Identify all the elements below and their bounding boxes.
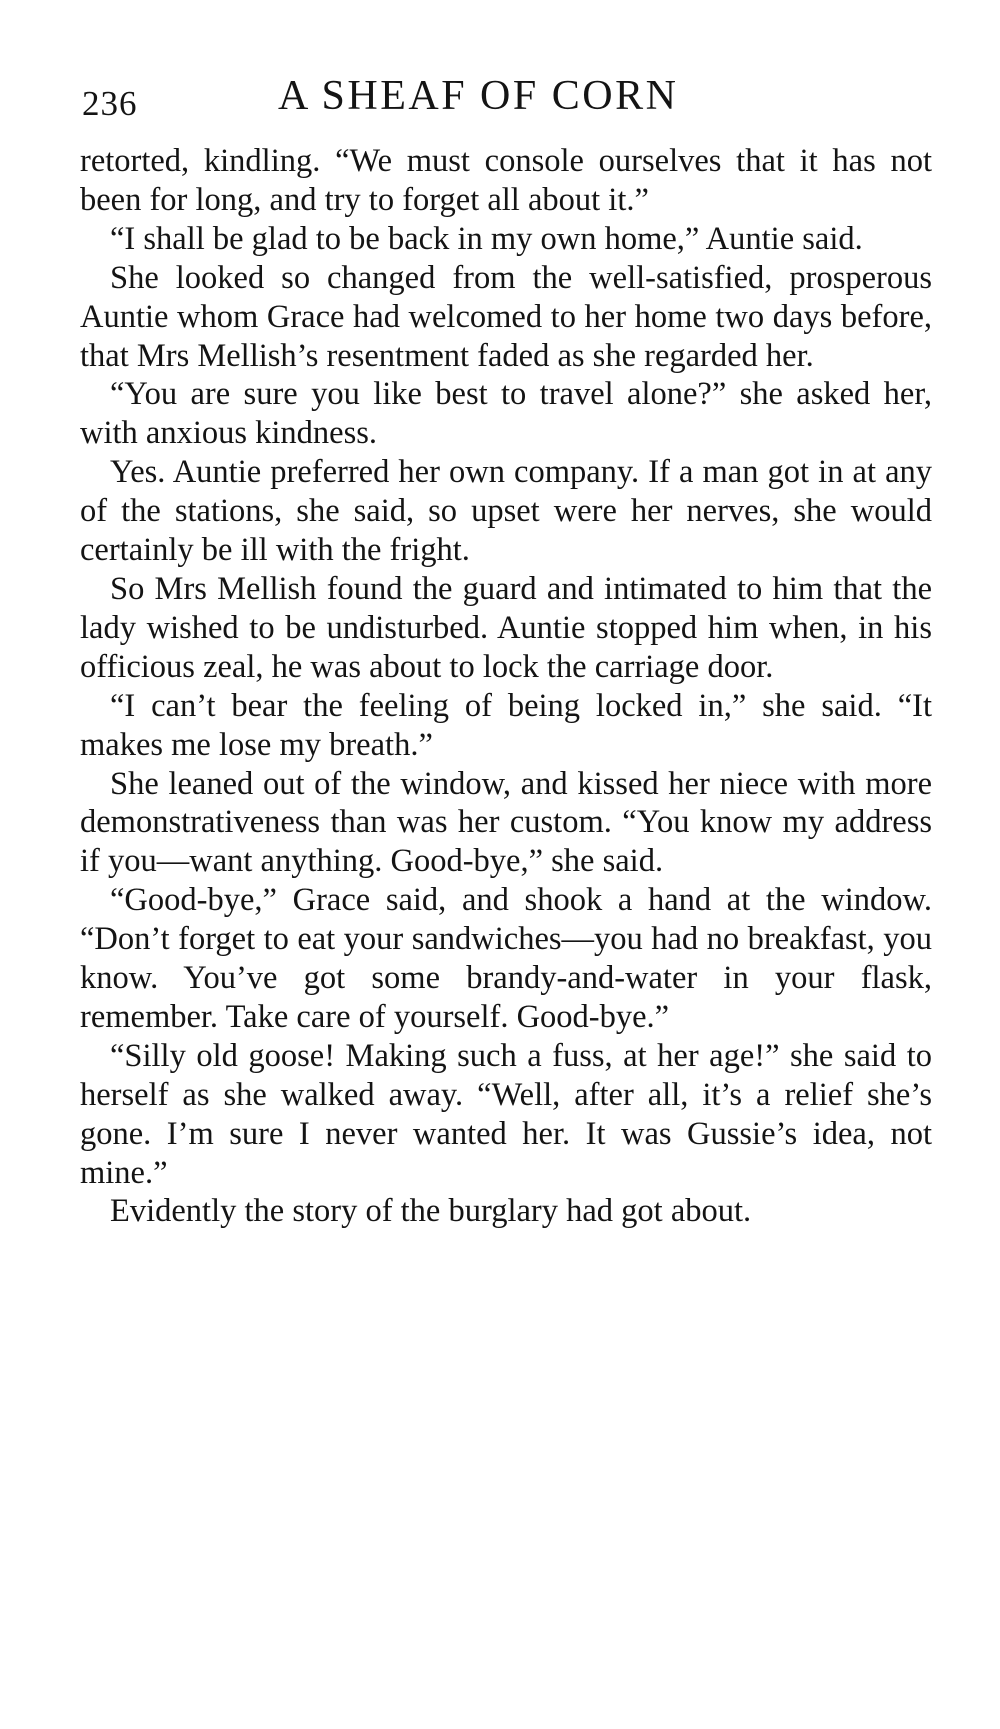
paragraph: So Mrs Mellish found the guard and intimated to him that the lady wished to be undisturbed. Auntie stopped him when, in his officious zeal, he was about to lock the carriage door. <box>80 570 932 685</box>
paragraph: She looked so changed from the well-satisfied, prosperous Auntie whom Grace had welcomed to her home two days before, that Mrs Mellish’s resentment faded as she regarded her. <box>80 259 932 374</box>
running-head <box>82 72 930 132</box>
paragraph: Yes. Auntie preferred her own company. If a man got in at any of the stations, she said, so upset were her nerves, she would certainly be ill with the fright. <box>80 454 932 569</box>
paragraph: “Good-bye,” Grace said, and shook a hand at the window. “Don’t forget to eat your sandwiches—you had no breakfast, you know. You’ve got some brandy-and-water in your flask, remember. Take care of yourself. Good-bye.” <box>80 882 932 1035</box>
paragraph: She leaned out of the window, and kissed her niece with more demonstrativeness than was her custom. “You know my address if you—want anything. Good-bye,” she said. <box>80 765 932 880</box>
paragraph: “I can’t bear the feeling of being locked in,” she said. “It makes me lose my breath.” <box>80 687 932 763</box>
running-title: A SHEAF OF CORN <box>278 73 679 119</box>
paragraph: Evidently the story of the burglary had got about. <box>110 1193 752 1230</box>
paragraph: “You are sure you like best to travel alone?” she asked her, with anxious kindness. <box>80 376 932 452</box>
paragraph: “Silly old goose! Making such a fuss, at her age!” she said to herself as she walked away. “Well, after all, it’s a relief she’s gone. I’m sure I never wanted her. It was Gussie’s idea, not mine.” <box>80 1037 932 1191</box>
paragraph-continued: retorted, kindling. “We must console ourselves that it has not been for long, and try to forget all about it.” <box>80 143 932 218</box>
body-text <box>80 142 932 1231</box>
page-number: 236 <box>82 84 138 123</box>
paragraph: “I shall be glad to be back in my own home,” Auntie said. <box>110 220 863 257</box>
